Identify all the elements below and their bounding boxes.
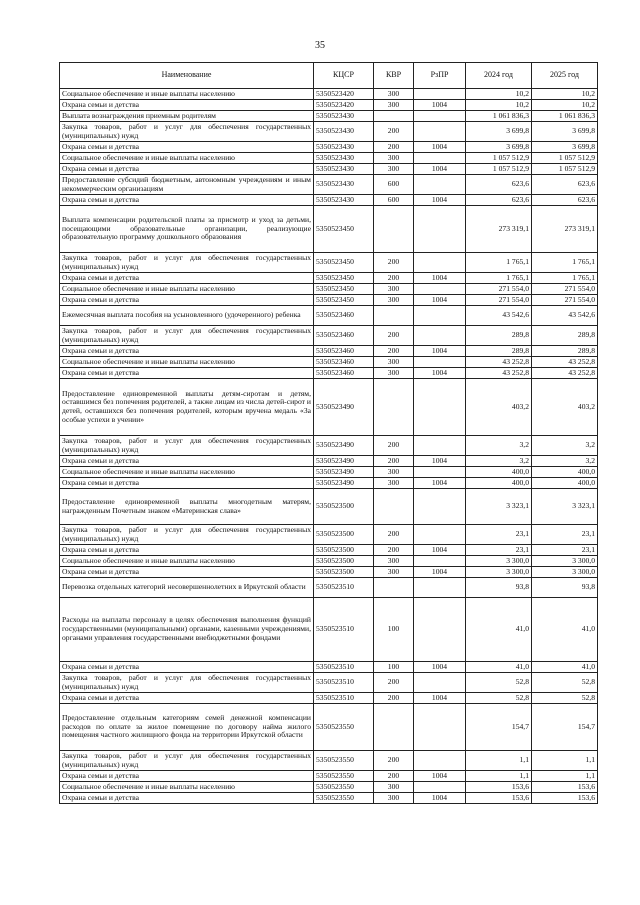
row-name: Предоставление отдельным категориям семей денежной компенсации расходов по оплате за жилое помещение по договору найма жилого помещения частного жилищного фонда на территории Иркутской области [60, 704, 314, 751]
page-number: 35 [315, 40, 325, 51]
row-kcsr: 5350523510 [314, 673, 374, 693]
row-kvr: 300 [374, 467, 414, 478]
row-kvr: 200 [374, 326, 414, 346]
row-rzpr [414, 175, 466, 195]
row-value-2025: 3,2 [532, 456, 598, 467]
row-name: Расходы на выплаты персоналу в целях обеспечения выполнения функций государственными (муниципальными) органами, казенными учреждениями, органами управления государственными внебюджетными фондами [60, 598, 314, 662]
row-kvr: 600 [374, 195, 414, 206]
row-value-2025: 623,6 [532, 175, 598, 195]
row-value-2025: 3 300,0 [532, 556, 598, 567]
table-header [60, 63, 598, 89]
row-value-2025: 1,1 [532, 751, 598, 771]
row-name: Охрана семьи и детства [60, 164, 314, 175]
row-name: Закупка товаров, работ и услуг для обеспечения государственных (муниципальных) нужд [60, 326, 314, 346]
row-value-2025: 1 061 836,3 [532, 111, 598, 122]
row-kcsr: 5350523460 [314, 368, 374, 379]
row-value-2025: 3 699,8 [532, 142, 598, 153]
row-kvr: 300 [374, 793, 414, 804]
table-row [60, 253, 598, 273]
row-value-2025: 3,2 [532, 436, 598, 456]
row-value-2024: 271 554,0 [466, 284, 532, 295]
row-kcsr: 5350523500 [314, 556, 374, 567]
row-value-2025: 400,0 [532, 467, 598, 478]
table-row [60, 782, 598, 793]
row-kcsr: 5350523460 [314, 357, 374, 368]
row-kcsr: 5350523490 [314, 379, 374, 436]
row-kvr [374, 379, 414, 436]
row-value-2025: 153,6 [532, 793, 598, 804]
row-value-2025: 3 300,0 [532, 567, 598, 578]
row-kvr: 200 [374, 346, 414, 357]
row-value-2025: 271 554,0 [532, 295, 598, 306]
row-rzpr [414, 578, 466, 598]
row-rzpr: 1004 [414, 793, 466, 804]
row-value-2024: 1,1 [466, 771, 532, 782]
row-value-2024: 1,1 [466, 751, 532, 771]
row-kcsr: 5350523430 [314, 175, 374, 195]
row-name: Перевозка отдельных категорий несовершеннолетних в Иркутской области [60, 578, 314, 598]
row-kcsr: 5350523430 [314, 122, 374, 142]
row-value-2025: 10,2 [532, 89, 598, 100]
budget-table [59, 62, 598, 804]
row-name: Охрана семьи и детства [60, 142, 314, 153]
row-kcsr: 5350523450 [314, 295, 374, 306]
table-row [60, 771, 598, 782]
row-value-2025: 10,2 [532, 100, 598, 111]
row-value-2024: 3 323,1 [466, 489, 532, 525]
row-rzpr: 1004 [414, 693, 466, 704]
table-row [60, 567, 598, 578]
row-kvr: 300 [374, 478, 414, 489]
row-kvr [374, 206, 414, 253]
row-value-2024: 3 699,8 [466, 142, 532, 153]
row-kcsr: 5350523420 [314, 100, 374, 111]
row-rzpr [414, 284, 466, 295]
table-row [60, 478, 598, 489]
row-kcsr: 5350523550 [314, 704, 374, 751]
row-name: Ежемесячная выплата пособия на усыновленного (удочеренного) ребенка [60, 306, 314, 326]
row-name: Социальное обеспечение и иные выплаты населению [60, 467, 314, 478]
row-value-2024: 41,0 [466, 662, 532, 673]
row-value-2024: 3,2 [466, 456, 532, 467]
row-name: Закупка товаров, работ и услуг для обеспечения государственных (муниципальных) нужд [60, 525, 314, 545]
row-name: Охрана семьи и детства [60, 771, 314, 782]
row-value-2024: 3 699,8 [466, 122, 532, 142]
row-name: Закупка товаров, работ и услуг для обеспечения государственных (муниципальных) нужд [60, 673, 314, 693]
row-kcsr: 5350523490 [314, 478, 374, 489]
row-value-2024: 41,0 [466, 598, 532, 662]
header-year-2024: 2024 год [466, 63, 532, 89]
header-year-2025: 2025 год [532, 63, 598, 89]
table-row [60, 379, 598, 436]
row-kvr: 300 [374, 284, 414, 295]
row-value-2024: 153,6 [466, 782, 532, 793]
row-rzpr [414, 326, 466, 346]
row-kcsr: 5350523490 [314, 456, 374, 467]
row-rzpr: 1004 [414, 478, 466, 489]
row-rzpr [414, 704, 466, 751]
table-row [60, 100, 598, 111]
row-name: Социальное обеспечение и иные выплаты населению [60, 153, 314, 164]
row-value-2025: 43 542,6 [532, 306, 598, 326]
row-kvr: 200 [374, 142, 414, 153]
row-name: Социальное обеспечение и иные выплаты населению [60, 782, 314, 793]
row-value-2024: 52,8 [466, 693, 532, 704]
row-value-2025: 1 765,1 [532, 253, 598, 273]
row-value-2024: 1 057 512,9 [466, 153, 532, 164]
row-value-2024: 153,6 [466, 793, 532, 804]
row-rzpr: 1004 [414, 195, 466, 206]
row-rzpr [414, 306, 466, 326]
row-kvr: 300 [374, 357, 414, 368]
header-kcsr: КЦСР [314, 63, 374, 89]
row-value-2024: 10,2 [466, 100, 532, 111]
table-row [60, 142, 598, 153]
table-row [60, 175, 598, 195]
row-kcsr: 5350523510 [314, 662, 374, 673]
table-row [60, 673, 598, 693]
row-kvr: 300 [374, 153, 414, 164]
header-rzpr: РзПР [414, 63, 466, 89]
table-row [60, 357, 598, 368]
row-rzpr: 1004 [414, 346, 466, 357]
row-value-2024: 1 057 512,9 [466, 164, 532, 175]
table-row [60, 295, 598, 306]
row-value-2024: 23,1 [466, 545, 532, 556]
row-name: Охрана семьи и детства [60, 346, 314, 357]
row-value-2024: 403,2 [466, 379, 532, 436]
row-name: Охрана семьи и детства [60, 100, 314, 111]
row-rzpr [414, 253, 466, 273]
row-rzpr [414, 379, 466, 436]
row-value-2025: 153,6 [532, 782, 598, 793]
row-value-2024: 289,8 [466, 326, 532, 346]
row-kvr: 100 [374, 598, 414, 662]
row-kvr: 300 [374, 100, 414, 111]
row-value-2024: 1 765,1 [466, 253, 532, 273]
row-rzpr [414, 467, 466, 478]
table-row [60, 489, 598, 525]
row-kcsr: 5350523490 [314, 467, 374, 478]
row-kcsr: 5350523550 [314, 771, 374, 782]
table-row [60, 793, 598, 804]
row-value-2024: 1 765,1 [466, 273, 532, 284]
row-value-2024: 3 300,0 [466, 556, 532, 567]
row-kcsr: 5350523500 [314, 567, 374, 578]
row-name: Охрана семьи и детства [60, 545, 314, 556]
row-kvr [374, 306, 414, 326]
row-rzpr: 1004 [414, 567, 466, 578]
header-name: Наименование [60, 63, 314, 89]
row-kcsr: 5350523550 [314, 793, 374, 804]
row-value-2025: 1 057 512,9 [532, 164, 598, 175]
row-rzpr: 1004 [414, 368, 466, 379]
row-rzpr [414, 489, 466, 525]
row-name: Охрана семьи и детства [60, 295, 314, 306]
row-value-2025: 273 319,1 [532, 206, 598, 253]
row-value-2024: 271 554,0 [466, 295, 532, 306]
row-kvr: 200 [374, 273, 414, 284]
row-kcsr: 5350523430 [314, 164, 374, 175]
table-row [60, 122, 598, 142]
table-row [60, 556, 598, 567]
row-rzpr [414, 598, 466, 662]
row-value-2024: 52,8 [466, 673, 532, 693]
row-kvr: 200 [374, 751, 414, 771]
row-value-2024: 23,1 [466, 525, 532, 545]
table-row [60, 751, 598, 771]
row-value-2024: 3,2 [466, 436, 532, 456]
row-kvr: 200 [374, 456, 414, 467]
row-value-2024: 154,7 [466, 704, 532, 751]
row-value-2024: 93,8 [466, 578, 532, 598]
table-row [60, 111, 598, 122]
row-kvr: 200 [374, 673, 414, 693]
row-kvr [374, 578, 414, 598]
row-name: Закупка товаров, работ и услуг для обеспечения государственных (муниципальных) нужд [60, 253, 314, 273]
row-value-2025: 41,0 [532, 662, 598, 673]
row-value-2025: 154,7 [532, 704, 598, 751]
row-name: Социальное обеспечение и иные выплаты населению [60, 284, 314, 295]
table-row [60, 456, 598, 467]
row-rzpr [414, 357, 466, 368]
row-value-2025: 52,8 [532, 693, 598, 704]
table-row [60, 164, 598, 175]
row-rzpr [414, 153, 466, 164]
table-row [60, 346, 598, 357]
row-kvr [374, 704, 414, 751]
table-row [60, 467, 598, 478]
row-value-2025: 403,2 [532, 379, 598, 436]
row-kcsr: 5350523430 [314, 142, 374, 153]
row-name: Охрана семьи и детства [60, 273, 314, 284]
row-kcsr: 5350523510 [314, 598, 374, 662]
row-name: Социальное обеспечение и иные выплаты населению [60, 556, 314, 567]
row-rzpr [414, 525, 466, 545]
row-value-2024: 43 252,8 [466, 368, 532, 379]
row-value-2025: 400,0 [532, 478, 598, 489]
row-rzpr: 1004 [414, 142, 466, 153]
row-value-2025: 52,8 [532, 673, 598, 693]
row-kcsr: 5350523450 [314, 273, 374, 284]
row-kcsr: 5350523450 [314, 206, 374, 253]
row-kvr: 600 [374, 175, 414, 195]
row-kvr: 200 [374, 253, 414, 273]
row-name: Выплата компенсации родительской платы за присмотр и уход за детьми, посещающими образовательные организации, реализующие образовательную программу дошкольного образования [60, 206, 314, 253]
row-value-2024: 3 300,0 [466, 567, 532, 578]
row-rzpr: 1004 [414, 662, 466, 673]
row-name: Предоставление единовременной выплаты многодетным матерям, награжденным Почетным знаком «Материнская слава» [60, 489, 314, 525]
row-kcsr: 5350523500 [314, 489, 374, 525]
table-row [60, 326, 598, 346]
row-value-2024: 289,8 [466, 346, 532, 357]
row-kvr: 300 [374, 89, 414, 100]
row-name: Предоставление единовременной выплаты детям-сиротам и детям, оставшимся без попечения родителей, а также лицам из числа детей-сирот и детей, оставшихся без попечения родителей, которым вручена медаль «За особые успехи в учении» [60, 379, 314, 436]
table-row [60, 273, 598, 284]
row-rzpr [414, 111, 466, 122]
row-value-2024: 10,2 [466, 89, 532, 100]
row-name: Выплата вознаграждения приемным родителям [60, 111, 314, 122]
table-row [60, 89, 598, 100]
row-value-2025: 93,8 [532, 578, 598, 598]
row-value-2025: 41,0 [532, 598, 598, 662]
row-value-2024: 623,6 [466, 195, 532, 206]
row-kcsr: 5350523500 [314, 545, 374, 556]
row-value-2024: 43 252,8 [466, 357, 532, 368]
row-name: Закупка товаров, работ и услуг для обеспечения государственных (муниципальных) нужд [60, 122, 314, 142]
row-rzpr [414, 556, 466, 567]
row-name: Закупка товаров, работ и услуг для обеспечения государственных (муниципальных) нужд [60, 751, 314, 771]
row-value-2025: 43 252,8 [532, 357, 598, 368]
row-kvr [374, 489, 414, 525]
row-kcsr: 5350523450 [314, 253, 374, 273]
table-row [60, 195, 598, 206]
row-kvr: 200 [374, 545, 414, 556]
row-value-2025: 271 554,0 [532, 284, 598, 295]
row-value-2025: 623,6 [532, 195, 598, 206]
row-name: Социальное обеспечение и иные выплаты населению [60, 89, 314, 100]
row-value-2024: 1 061 836,3 [466, 111, 532, 122]
row-kcsr: 5350523450 [314, 284, 374, 295]
row-rzpr: 1004 [414, 164, 466, 175]
header-kvr: КВР [374, 63, 414, 89]
row-kcsr: 5350523430 [314, 111, 374, 122]
row-rzpr [414, 673, 466, 693]
row-kvr: 200 [374, 771, 414, 782]
row-rzpr: 1004 [414, 456, 466, 467]
row-rzpr [414, 436, 466, 456]
row-kcsr: 5350523550 [314, 751, 374, 771]
row-kvr: 200 [374, 525, 414, 545]
table-row [60, 545, 598, 556]
table-row [60, 598, 598, 662]
row-name: Охрана семьи и детства [60, 793, 314, 804]
row-rzpr: 1004 [414, 100, 466, 111]
row-kvr: 300 [374, 556, 414, 567]
row-name: Охрана семьи и детства [60, 567, 314, 578]
row-name: Закупка товаров, работ и услуг для обеспечения государственных (муниципальных) нужд [60, 436, 314, 456]
row-kcsr: 5350523460 [314, 346, 374, 357]
row-value-2024: 400,0 [466, 478, 532, 489]
table-row [60, 306, 598, 326]
table-body [60, 89, 598, 804]
row-kcsr: 5350523510 [314, 578, 374, 598]
row-kvr: 200 [374, 693, 414, 704]
row-rzpr [414, 782, 466, 793]
row-value-2024: 273 319,1 [466, 206, 532, 253]
row-rzpr [414, 751, 466, 771]
row-value-2025: 3 699,8 [532, 122, 598, 142]
row-value-2025: 1 765,1 [532, 273, 598, 284]
table-row [60, 368, 598, 379]
row-kvr: 300 [374, 164, 414, 175]
row-kvr: 200 [374, 436, 414, 456]
table-row [60, 206, 598, 253]
row-kvr: 300 [374, 567, 414, 578]
table-row [60, 153, 598, 164]
row-rzpr: 1004 [414, 545, 466, 556]
row-value-2025: 3 323,1 [532, 489, 598, 525]
table-row [60, 578, 598, 598]
row-kcsr: 5350523500 [314, 525, 374, 545]
row-name: Охрана семьи и детства [60, 693, 314, 704]
row-kcsr: 5350523460 [314, 326, 374, 346]
row-value-2025: 1,1 [532, 771, 598, 782]
row-name: Предоставление субсидий бюджетным, автономным учреждениям и иным некоммерческим организациям [60, 175, 314, 195]
row-kcsr: 5350523550 [314, 782, 374, 793]
row-value-2025: 1 057 512,9 [532, 153, 598, 164]
row-value-2025: 289,8 [532, 346, 598, 357]
row-kcsr: 5350523490 [314, 436, 374, 456]
row-kcsr: 5350523510 [314, 693, 374, 704]
row-name: Охрана семьи и детства [60, 195, 314, 206]
row-kvr: 200 [374, 122, 414, 142]
row-rzpr: 1004 [414, 273, 466, 284]
table-row [60, 284, 598, 295]
row-value-2025: 23,1 [532, 545, 598, 556]
row-name: Охрана семьи и детства [60, 662, 314, 673]
row-kcsr: 5350523430 [314, 195, 374, 206]
row-rzpr [414, 206, 466, 253]
table-row [60, 525, 598, 545]
row-kcsr: 5350523460 [314, 306, 374, 326]
row-name: Охрана семьи и детства [60, 368, 314, 379]
table-row [60, 704, 598, 751]
row-rzpr [414, 89, 466, 100]
row-value-2025: 289,8 [532, 326, 598, 346]
table-row [60, 693, 598, 704]
row-kvr: 300 [374, 368, 414, 379]
row-kvr: 300 [374, 782, 414, 793]
row-rzpr: 1004 [414, 295, 466, 306]
row-rzpr [414, 122, 466, 142]
row-rzpr: 1004 [414, 771, 466, 782]
row-kcsr: 5350523420 [314, 89, 374, 100]
row-kvr: 300 [374, 295, 414, 306]
row-name: Социальное обеспечение и иные выплаты населению [60, 357, 314, 368]
row-value-2025: 23,1 [532, 525, 598, 545]
row-kvr: 100 [374, 662, 414, 673]
row-value-2024: 400,0 [466, 467, 532, 478]
row-kvr [374, 111, 414, 122]
table-row [60, 662, 598, 673]
row-name: Охрана семьи и детства [60, 478, 314, 489]
row-kcsr: 5350523430 [314, 153, 374, 164]
table-row [60, 436, 598, 456]
row-value-2024: 623,6 [466, 175, 532, 195]
row-name: Охрана семьи и детства [60, 456, 314, 467]
row-value-2024: 43 542,6 [466, 306, 532, 326]
row-value-2025: 43 252,8 [532, 368, 598, 379]
